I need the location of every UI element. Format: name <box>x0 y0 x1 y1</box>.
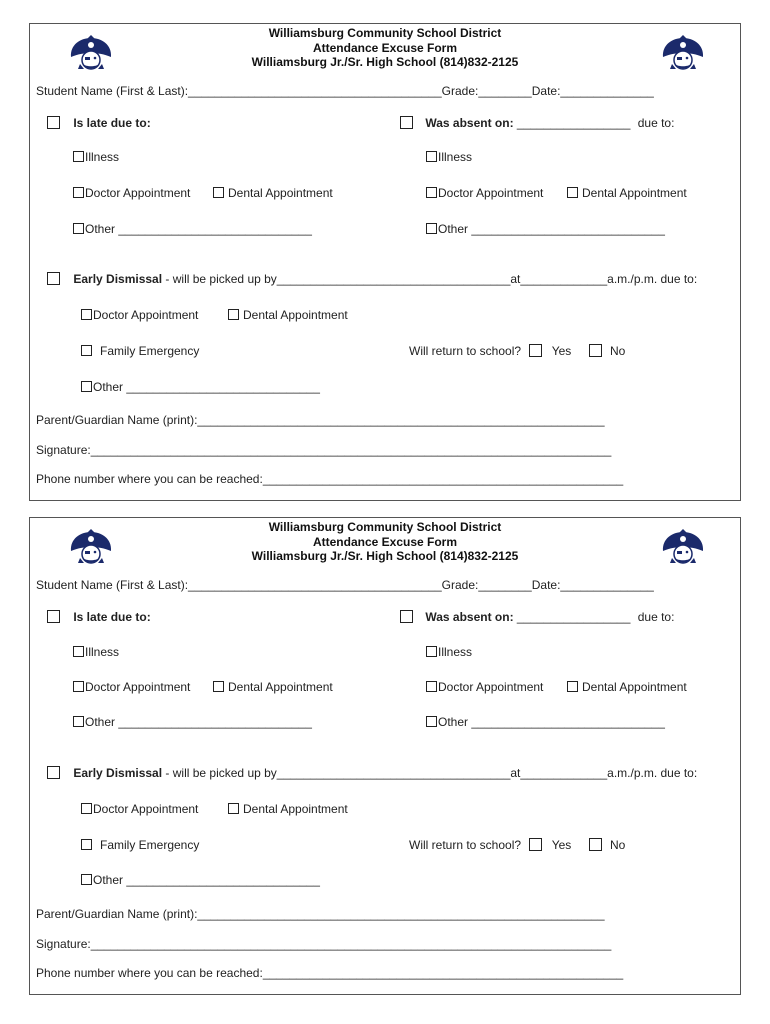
dismissal-option-family[interactable]: Family Emergency <box>81 344 199 358</box>
pirate-mascot-logo-icon <box>68 524 114 564</box>
checkbox-icon[interactable] <box>81 874 92 885</box>
signature-line[interactable]: Signature:______________________________________________________________________________ <box>36 937 612 951</box>
pirate-mascot-logo-icon <box>68 30 114 70</box>
signature-line[interactable]: Signature:______________________________________________________________________________ <box>36 443 612 457</box>
school-name: Williamsburg Jr./Sr. High School (814)832-2125 <box>251 55 519 69</box>
phone-line[interactable]: Phone number where you can be reached:______________________________________________________ <box>36 966 624 980</box>
absent-date-blank[interactable]: _________________ <box>516 610 631 624</box>
absent-option-illness[interactable]: Illness <box>426 150 472 164</box>
absent-option-doctor[interactable]: Doctor Appointment <box>426 680 543 694</box>
return-no-label: No <box>610 344 626 358</box>
checkbox-icon[interactable] <box>426 151 437 162</box>
late-option-dental[interactable]: Dental Appointment <box>213 186 333 200</box>
dismissal-text[interactable]: - will be picked up by___________________________________at_____________a.m./p.m. due to: <box>162 272 698 286</box>
late-row <box>47 116 151 130</box>
checkbox-icon[interactable] <box>426 223 437 234</box>
district-name: Williamsburg Community School District <box>268 26 502 40</box>
return-yes-label: Yes <box>551 344 572 358</box>
dismissal-option-family[interactable]: Family Emergency <box>81 838 199 852</box>
late-option-other[interactable]: Other _____________________________ <box>73 222 312 236</box>
late-option-dental[interactable]: Dental Appointment <box>213 680 333 694</box>
dismissal-option-dental[interactable]: Dental Appointment <box>228 802 348 816</box>
checkbox-icon[interactable] <box>73 681 84 692</box>
form-title: Attendance Excuse Form <box>312 40 458 55</box>
absent-row <box>400 610 674 624</box>
dismissal-option-doctor[interactable]: Doctor Appointment <box>81 308 198 322</box>
absent-date-blank[interactable]: _________________ <box>516 116 631 130</box>
dismissal-row <box>47 272 697 286</box>
school-name: Williamsburg Jr./Sr. High School (814)832-2125 <box>251 549 519 563</box>
return-yes-label: Yes <box>551 838 572 852</box>
checkbox-icon[interactable] <box>73 151 84 162</box>
return-no-label: No <box>610 838 626 852</box>
absent-due-to: due to: <box>637 116 675 130</box>
absent-label: Was absent on: <box>425 116 514 130</box>
late-option-doctor[interactable]: Doctor Appointment <box>73 186 190 200</box>
dismissal-option-doctor[interactable]: Doctor Appointment <box>81 802 198 816</box>
absent-option-dental[interactable]: Dental Appointment <box>567 680 687 694</box>
dismissal-text[interactable]: - will be picked up by___________________________________at_____________a.m./p.m. due to: <box>162 766 698 780</box>
checkbox-icon[interactable] <box>81 839 92 850</box>
checkbox-icon[interactable] <box>228 309 239 320</box>
absent-due-to: due to: <box>637 610 675 624</box>
phone-line[interactable]: Phone number where you can be reached:______________________________________________________ <box>36 472 624 486</box>
pirate-mascot-logo-icon <box>660 30 706 70</box>
dismissal-checkbox[interactable] <box>47 272 60 285</box>
dismissal-option-other[interactable]: Other _____________________________ <box>81 873 320 887</box>
return-row <box>409 838 625 852</box>
checkbox-icon[interactable] <box>567 681 578 692</box>
checkbox-icon[interactable] <box>426 716 437 727</box>
checkbox-icon[interactable] <box>213 681 224 692</box>
pirate-mascot-logo-icon <box>660 524 706 564</box>
dismissal-option-dental[interactable]: Dental Appointment <box>228 308 348 322</box>
checkbox-icon[interactable] <box>81 803 92 814</box>
late-option-illness[interactable]: Illness <box>73 150 119 164</box>
late-row <box>47 610 151 624</box>
return-question: Will return to school? <box>409 344 522 358</box>
checkbox-icon[interactable] <box>81 381 92 392</box>
form-header <box>30 26 740 70</box>
absent-checkbox[interactable] <box>400 116 413 129</box>
parent-name-line[interactable]: Parent/Guardian Name (print):_____________________________________________________________ <box>36 413 605 427</box>
checkbox-icon[interactable] <box>73 646 84 657</box>
checkbox-icon[interactable] <box>567 187 578 198</box>
excuse-form-1 <box>29 23 741 501</box>
checkbox-icon[interactable] <box>73 716 84 727</box>
checkbox-icon[interactable] <box>228 803 239 814</box>
parent-name-line[interactable]: Parent/Guardian Name (print):_____________________________________________________________ <box>36 907 605 921</box>
student-name-line[interactable]: Student Name (First & Last):______________________________________Grade:________Date:______________ <box>36 578 654 592</box>
checkbox-icon[interactable] <box>73 187 84 198</box>
late-option-other[interactable]: Other _____________________________ <box>73 715 312 729</box>
absent-label: Was absent on: <box>425 610 514 624</box>
student-name-line[interactable]: Student Name (First & Last):______________________________________Grade:________Date:______________ <box>36 84 654 98</box>
dismissal-row <box>47 766 697 780</box>
checkbox-icon[interactable] <box>426 187 437 198</box>
return-yes-checkbox[interactable] <box>529 344 542 357</box>
return-no-checkbox[interactable] <box>589 344 602 357</box>
absent-option-illness[interactable]: Illness <box>426 645 472 659</box>
late-label: Is late due to: <box>73 610 151 624</box>
return-question: Will return to school? <box>409 838 522 852</box>
checkbox-icon[interactable] <box>426 681 437 692</box>
late-checkbox[interactable] <box>47 116 60 129</box>
checkbox-icon[interactable] <box>81 309 92 320</box>
checkbox-icon[interactable] <box>81 345 92 356</box>
late-checkbox[interactable] <box>47 610 60 623</box>
excuse-form-2 <box>29 517 741 995</box>
absent-option-other[interactable]: Other _____________________________ <box>426 715 665 729</box>
absent-option-doctor[interactable]: Doctor Appointment <box>426 186 543 200</box>
checkbox-icon[interactable] <box>213 187 224 198</box>
late-option-doctor[interactable]: Doctor Appointment <box>73 680 190 694</box>
form-header <box>30 520 740 564</box>
form-title: Attendance Excuse Form <box>312 534 458 549</box>
absent-option-other[interactable]: Other _____________________________ <box>426 222 665 236</box>
absent-checkbox[interactable] <box>400 610 413 623</box>
checkbox-icon[interactable] <box>73 223 84 234</box>
absent-row <box>400 116 674 130</box>
dismissal-checkbox[interactable] <box>47 766 60 779</box>
return-yes-checkbox[interactable] <box>529 838 542 851</box>
absent-option-dental[interactable]: Dental Appointment <box>567 186 687 200</box>
dismissal-option-other[interactable]: Other _____________________________ <box>81 380 320 394</box>
checkbox-icon[interactable] <box>426 646 437 657</box>
dismissal-label: Early Dismissal <box>73 272 163 286</box>
return-no-checkbox[interactable] <box>589 838 602 851</box>
late-option-illness[interactable]: Illness <box>73 645 119 659</box>
district-name: Williamsburg Community School District <box>268 520 502 534</box>
dismissal-label: Early Dismissal <box>73 766 163 780</box>
late-label: Is late due to: <box>73 116 151 130</box>
return-row <box>409 344 625 358</box>
